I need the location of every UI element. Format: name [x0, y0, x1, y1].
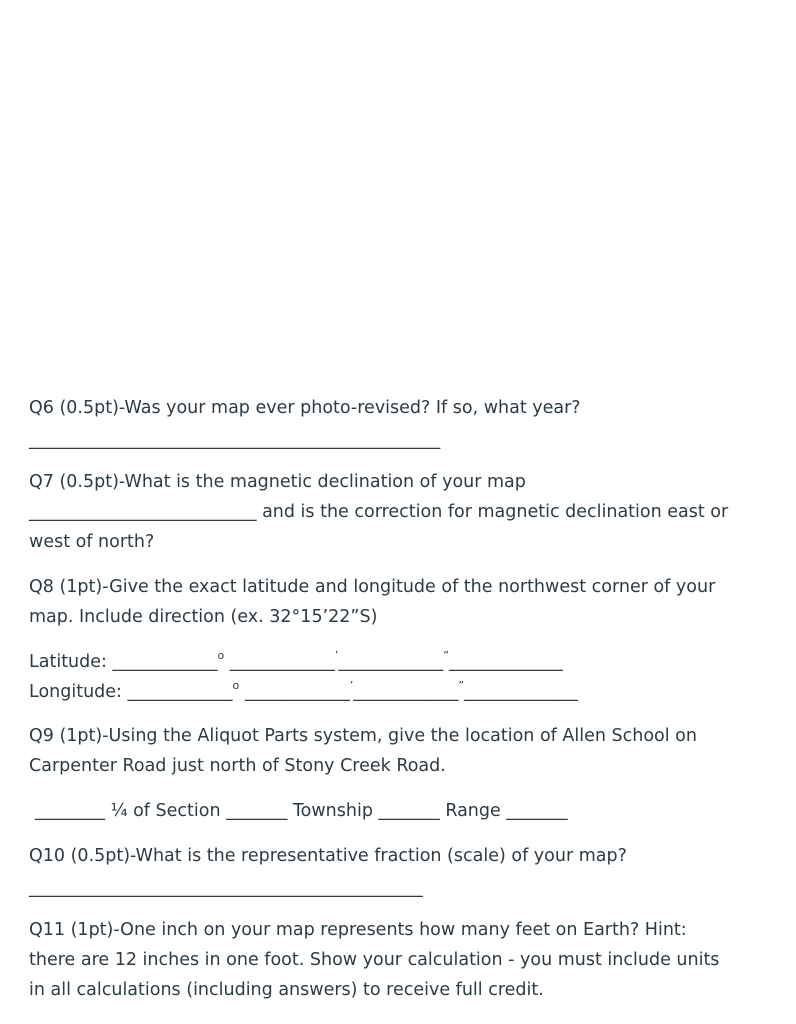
q6-answer-blank[interactable]: _______________________________________________	[29, 430, 441, 450]
minute-mark: ’	[334, 649, 339, 662]
q8-latitude-row	[29, 650, 563, 676]
q8-question-line1: Q8 (1pt)-Give the exact latitude and longitude of the northwest corner of your	[29, 577, 716, 597]
longitude-seconds-blank[interactable]: ____________	[353, 682, 459, 702]
q9-question-line2: Carpenter Road just north of Stony Creek Road.	[29, 756, 446, 776]
longitude-minutes-blank[interactable]: ____________	[244, 682, 350, 702]
q7-continuation: and is the correction for magnetic declination east or	[256, 502, 729, 522]
quarter-blank[interactable]: ________	[35, 801, 105, 821]
township-blank[interactable]: _______	[378, 801, 440, 821]
q7-line3: west of north?	[29, 532, 155, 552]
latitude-minutes-blank[interactable]: ____________	[229, 652, 335, 672]
latitude-direction-blank[interactable]: _____________	[449, 652, 563, 672]
q11-line1: Q11 (1pt)-One inch on your map represents how many feet on Earth? Hint:	[29, 920, 687, 940]
degree-mark: o	[232, 679, 240, 692]
range-label: Range	[439, 801, 507, 821]
longitude-label: Longitude:	[29, 682, 128, 702]
q10-question: Q10 (0.5pt)-What is the representative fraction (scale) of your map?	[29, 846, 627, 866]
q9-aliquot-row	[35, 799, 568, 823]
longitude-direction-blank[interactable]: _____________	[464, 682, 578, 702]
latitude-seconds-blank[interactable]: ____________	[338, 652, 444, 672]
minute-mark: ’	[349, 679, 354, 692]
latitude-label: Latitude:	[29, 652, 113, 672]
q7-declination-blank[interactable]: __________________________	[29, 502, 257, 522]
q11-line2: there are 12 inches in one foot. Show your calculation - you must include units	[29, 950, 720, 970]
section-blank[interactable]: _______	[226, 801, 288, 821]
q11-line3: in all calculations (including answers) to receive full credit.	[29, 980, 544, 1000]
q8-longitude-row	[29, 680, 578, 706]
latitude-degrees-blank[interactable]: ____________	[112, 652, 218, 672]
q8-question-line2: map. Include direction (ex. 32°15’22”S)	[29, 607, 378, 627]
q6-question: Q6 (0.5pt)-Was your map ever photo-revised? If so, what year?	[29, 398, 581, 418]
second-mark: ”	[443, 649, 449, 662]
q7-line2	[29, 500, 728, 524]
township-label: Township	[287, 801, 379, 821]
longitude-degrees-blank[interactable]: ____________	[127, 682, 233, 702]
second-mark: ”	[458, 679, 465, 692]
q7-question: Q7 (0.5pt)-What is the magnetic declination of your map	[29, 472, 526, 492]
degree-mark: o	[217, 649, 225, 662]
q9-question-line1: Q9 (1pt)-Using the Aliquot Parts system, give the location of Allen School on	[29, 726, 697, 746]
range-blank[interactable]: _______	[506, 801, 568, 821]
q10-answer-blank[interactable]: _____________________________________________	[29, 878, 423, 898]
quarter-of-section-label: ¼ of Section	[105, 801, 227, 821]
